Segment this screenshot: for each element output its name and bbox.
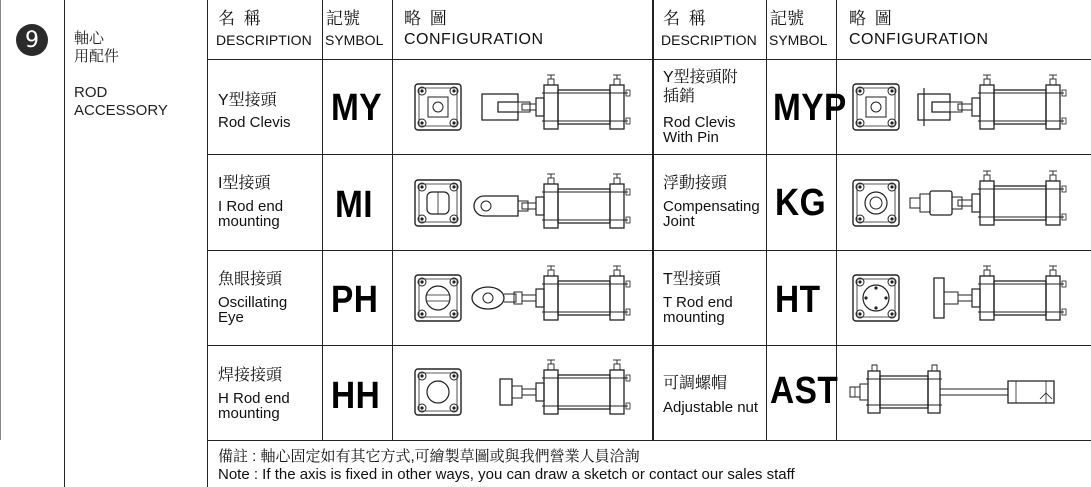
- grid-line-v: [207, 0, 208, 487]
- desc-zh: Y型接頭附 插銷: [663, 69, 738, 105]
- compensating-joint-drawing: [846, 168, 1086, 238]
- desc-en: Adjustable nut: [663, 399, 759, 416]
- grid-line-h: [207, 154, 1091, 155]
- header-symbol-en: SYMBOL: [769, 32, 828, 48]
- symbol-code: HH: [331, 375, 381, 417]
- desc-zh: 焊接接頭: [218, 367, 283, 384]
- header-name-en: DESCRIPTION: [216, 32, 312, 48]
- note-zh: 備註 : 軸心固定如有其它方式,可繪製草圖或與我們營業人員洽詢: [218, 448, 640, 465]
- header-name-zh: 名 稱: [663, 9, 708, 28]
- desc-zh: Y型接頭: [218, 92, 277, 109]
- category-zh-line2: 用配件: [74, 48, 120, 65]
- symbol-code: MYP: [773, 87, 847, 129]
- header-name-en: DESCRIPTION: [661, 32, 757, 48]
- desc-en: H Rod end mounting: [218, 390, 290, 422]
- header-name-zh: 名 稱: [218, 9, 263, 28]
- header-config-en: CONFIGURATION: [849, 31, 989, 48]
- header-config-zh: 略 圖: [849, 9, 894, 28]
- symbol-code: AST: [770, 370, 839, 412]
- header-symbol-zh: 記號: [326, 9, 360, 28]
- category-en-line1: ROD: [74, 84, 108, 101]
- desc-en: T Rod end mounting: [663, 294, 733, 326]
- adjustable-nut-drawing: [846, 357, 1086, 427]
- desc-zh: 魚眼接頭: [218, 271, 283, 288]
- desc-en: Compensating Joint: [663, 198, 760, 230]
- symbol-code: HT: [775, 279, 821, 321]
- header-config-en: CONFIGURATION: [404, 31, 544, 48]
- header-symbol-en: SYMBOL: [325, 32, 384, 48]
- category-en-line2: ACCESSORY: [74, 102, 168, 119]
- note-en: Note : If the axis is fixed in other ways, you can draw a sketch or contact our sales staff: [218, 466, 795, 483]
- h-rod-end-drawing: [400, 357, 640, 427]
- left-edge-line: [0, 0, 1, 440]
- oscillating-eye-drawing: [400, 262, 640, 332]
- grid-line-h: [207, 250, 1091, 251]
- desc-zh: I型接頭: [218, 175, 271, 192]
- desc-en: Rod Clevis With Pin: [663, 114, 736, 146]
- desc-zh: 浮動接頭: [663, 175, 728, 192]
- section-number: 9: [25, 27, 39, 53]
- symbol-code: MY: [331, 87, 383, 129]
- header-config-zh: 略 圖: [404, 9, 449, 28]
- grid-line-h: [207, 440, 1091, 441]
- desc-en: Oscillating Eye: [218, 294, 288, 326]
- i-rod-end-drawing: [400, 168, 640, 238]
- symbol-code: MI: [335, 184, 374, 226]
- desc-en: I Rod end mounting: [218, 198, 284, 230]
- grid-line-v: [322, 0, 323, 440]
- symbol-code: PH: [331, 279, 379, 321]
- grid-line-v: [766, 0, 767, 440]
- desc-zh: 可調螺帽: [663, 375, 728, 392]
- symbol-code: KG: [775, 182, 827, 224]
- category-zh-line1: 軸心: [74, 30, 105, 47]
- grid-line-h: [207, 59, 1091, 60]
- rod-clevis-pin-drawing: [846, 72, 1086, 142]
- grid-line-v: [652, 0, 654, 440]
- grid-line-v: [392, 0, 393, 440]
- grid-line-v: [64, 0, 65, 487]
- desc-en: Rod Clevis: [218, 114, 291, 131]
- rod-clevis-drawing: [400, 72, 640, 142]
- desc-zh: T型接頭: [663, 271, 721, 288]
- header-symbol-zh: 記號: [770, 9, 804, 28]
- section-number-badge: [16, 24, 48, 56]
- grid-line-h: [207, 345, 1091, 346]
- t-rod-end-drawing: [846, 262, 1086, 332]
